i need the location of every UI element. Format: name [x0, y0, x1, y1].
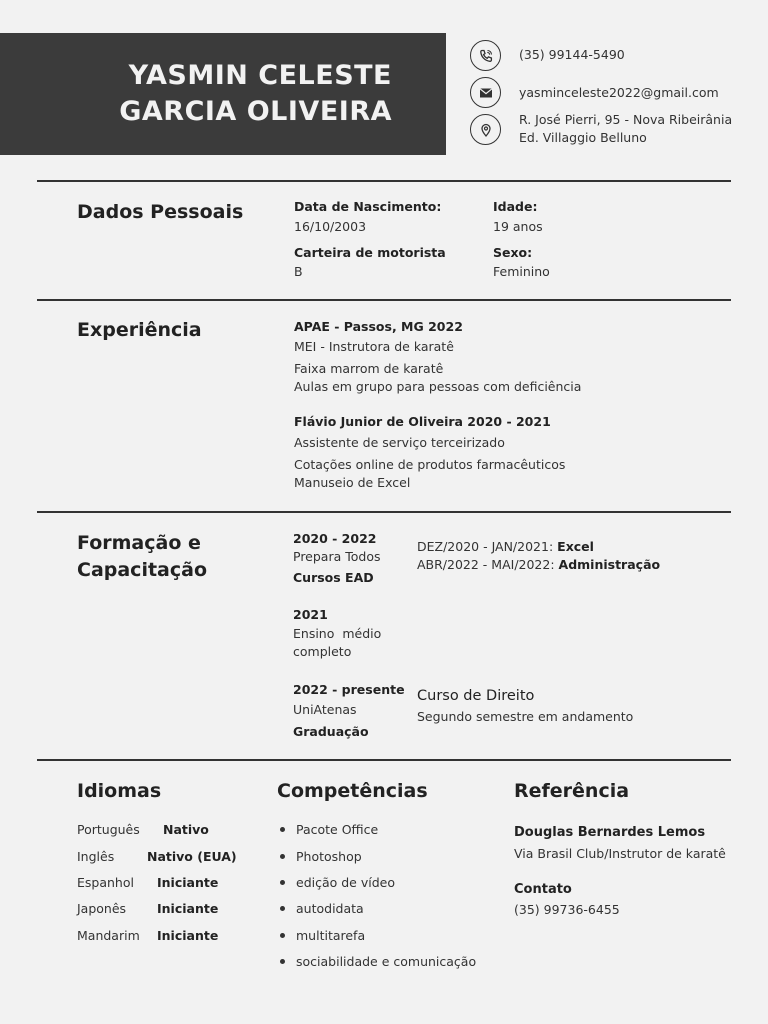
email-text: yasminceleste2022@gmail.com	[519, 85, 719, 100]
language-name: Inglês	[77, 849, 115, 864]
skill-text: Pacote Office	[296, 822, 379, 837]
education-section-title	[77, 530, 207, 584]
degree-status: Segundo semestre em andamento	[417, 709, 634, 724]
skill-text: multitarefa	[296, 928, 366, 943]
education-detail: Ensino médio	[293, 626, 382, 641]
sex-value: Feminino	[493, 264, 550, 279]
job-header: APAE - Passos, MG 2022	[294, 319, 463, 334]
sex-label: Sexo:	[493, 245, 533, 260]
address-line-1: R. José Pierri, 95 - Nova Ribeirânia	[519, 112, 733, 127]
name-banner	[0, 33, 446, 155]
language-name: Mandarim	[77, 928, 140, 943]
course-name: Administração	[558, 557, 661, 572]
skill-item	[280, 822, 378, 837]
language-level: Nativo (EUA)	[147, 849, 237, 864]
divider	[37, 180, 731, 182]
languages-section-title: Idiomas	[77, 780, 162, 802]
skill-item	[280, 901, 364, 916]
skills-section-title: Competências	[277, 780, 428, 802]
language-name: Espanhol	[77, 875, 134, 890]
birth-value: 16/10/2003	[294, 219, 367, 234]
language-item	[77, 822, 140, 837]
reference-section-title: Referência	[514, 780, 630, 802]
divider	[37, 511, 731, 513]
skill-item	[280, 849, 362, 864]
degree-name: Curso de Direito	[417, 688, 535, 704]
divider	[37, 759, 731, 761]
language-level: Iniciante	[157, 901, 219, 916]
age-value: 19 anos	[493, 219, 543, 234]
skill-text: autodidata	[296, 901, 364, 916]
language-name: Português	[77, 822, 140, 837]
skill-item	[280, 954, 476, 969]
skill-text: sociabilidade e comunicação	[296, 954, 477, 969]
course-period: ABR/2022 - MAI/2022:	[417, 557, 559, 572]
education-title-line-2: Capacitação	[77, 559, 208, 581]
bullet-icon	[280, 854, 285, 859]
language-level: Iniciante	[157, 875, 219, 890]
bullet-icon	[280, 880, 285, 885]
education-type: Graduação	[293, 724, 369, 739]
bullet-icon	[280, 827, 285, 832]
language-item	[77, 901, 126, 916]
contact-address-row	[470, 114, 732, 147]
bullet-icon	[280, 906, 285, 911]
birth-label: Data de Nascimento:	[294, 199, 442, 214]
education-years: 2020 - 2022	[293, 531, 377, 546]
skill-item	[280, 928, 365, 943]
skill-text: Photoshop	[296, 849, 362, 864]
reference-contact-phone: (35) 99736-6455	[514, 902, 620, 917]
language-level: Iniciante	[157, 928, 219, 943]
course-name: Excel	[557, 539, 594, 554]
job-header: Flávio Junior de Oliveira 2020 - 2021	[294, 414, 551, 429]
education-institution: UniAtenas	[293, 702, 357, 717]
course-item	[417, 537, 594, 556]
skill-text: edição de vídeo	[296, 875, 395, 890]
phone-icon	[470, 40, 501, 71]
license-value: B	[294, 264, 303, 279]
course-item	[417, 555, 660, 574]
skill-item	[280, 875, 395, 890]
address-text	[519, 111, 732, 147]
language-level: Nativo	[163, 822, 209, 837]
reference-contact-label: Contato	[514, 882, 572, 897]
address-line-2: Ed. Villaggio Belluno	[519, 130, 647, 145]
language-item	[77, 849, 114, 864]
experience-section-title: Experiência	[77, 319, 202, 341]
location-pin-icon	[470, 114, 501, 145]
job-role: Assistente de serviço terceirizado	[294, 435, 505, 450]
personal-section-title: Dados Pessoais	[77, 201, 244, 223]
education-type: Cursos EAD	[293, 570, 374, 585]
contact-email-row	[470, 77, 719, 108]
education-institution: Prepara Todos	[293, 549, 381, 564]
job-detail: Manuseio de Excel	[294, 475, 411, 490]
bullet-icon	[280, 933, 285, 938]
reference-role: Via Brasil Club/Instrutor de karatê	[514, 846, 726, 861]
contact-phone-row	[470, 40, 625, 71]
job-detail: Aulas em grupo para pessoas com deficiência	[294, 379, 582, 394]
education-years: 2022 - presente	[293, 682, 405, 697]
job-detail: Faixa marrom de karatê	[294, 361, 444, 376]
divider	[37, 299, 731, 301]
language-name: Japonês	[77, 901, 127, 916]
course-period: DEZ/2020 - JAN/2021:	[417, 539, 558, 554]
language-item	[77, 875, 134, 890]
education-years: 2021	[293, 607, 328, 622]
reference-name: Douglas Bernardes Lemos	[514, 825, 706, 840]
name-line-1: YASMIN CELESTE	[128, 60, 392, 91]
phone-text: (35) 99144-5490	[519, 47, 625, 62]
job-detail: Cotações online de produtos farmacêuticos	[294, 457, 566, 472]
mail-icon	[470, 77, 501, 108]
name-line-2: GARCIA OLIVEIRA	[119, 96, 392, 127]
bullet-icon	[280, 959, 285, 964]
education-detail: completo	[293, 644, 352, 659]
job-role: MEI - Instrutora de karatê	[294, 339, 454, 354]
language-item	[77, 928, 140, 943]
license-label: Carteira de motorista	[294, 245, 446, 260]
age-label: Idade:	[493, 199, 538, 214]
education-title-line-1: Formação e	[77, 532, 201, 554]
